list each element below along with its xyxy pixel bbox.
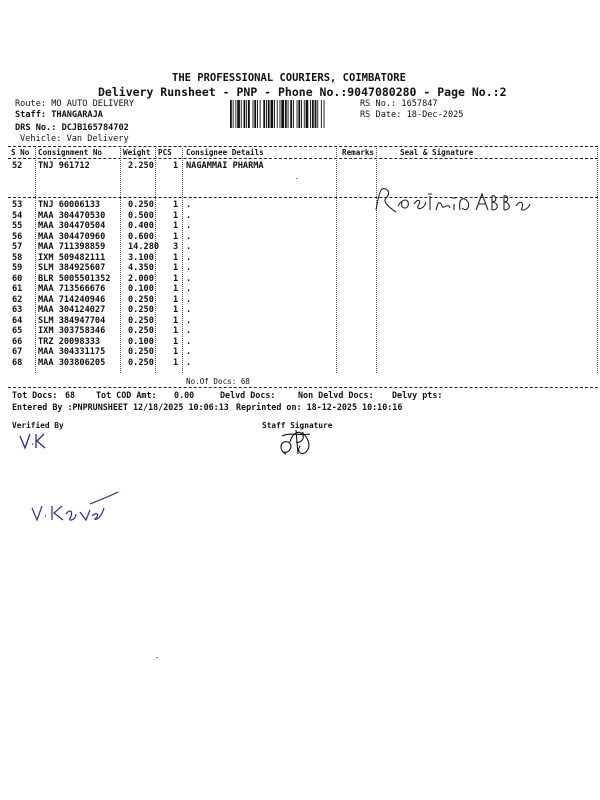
rs-date: RS Date: 18-Dec-2025 [360,110,464,120]
row-consignee: . [186,263,192,273]
col-consignment: Consignment No [38,148,103,157]
row-signature [372,184,537,218]
row-consignment: MAA 303806205 [38,357,106,368]
row-sno: 59 [12,263,23,273]
tot-cod-value: 0.00 [174,390,195,400]
row-weight: 0.100 [128,336,154,347]
barcode-bar [260,100,261,128]
row-consignment: MAA 714240946 [38,294,106,305]
row-consignee: . [186,326,192,336]
row-sno: 60 [12,273,23,284]
route-label: Route: MO AUTO DELIVERY [15,99,134,109]
barcode-bar [298,100,300,128]
company-title: THE PROFESSIONAL COURIERS, COIMBATORE [172,72,406,84]
barcode-bar [324,100,325,128]
row-weight: 0.250 [128,357,154,368]
row-consignment: SLM 384947704 [38,315,106,326]
row-consignment: TNJ 961712 [38,161,90,171]
barcode-bar [233,100,234,128]
no-of-docs: No.Of Docs: 68 [186,377,251,386]
col-seal-signature: Seal & Signature [400,148,474,157]
barcode-bar [304,100,305,128]
row-weight: 0.400 [128,221,154,231]
table-row [0,274,600,285]
row-sno: 52 [12,161,23,171]
row-sno: 62 [12,294,23,305]
table-row [0,284,600,295]
row-sno: 66 [12,336,23,347]
barcode-bar [266,100,267,128]
totals-line [0,390,600,401]
delvd-docs: Delvd Docs: [220,390,276,400]
barcode-bar [293,100,294,128]
non-delvd-docs: Non Delvd Docs: [298,390,374,400]
barcode-bar [248,100,250,128]
row-sno: 68 [12,357,23,368]
barcode-bar [290,100,292,128]
row-consignee: . [186,294,192,305]
row-sno: 58 [12,252,23,263]
barcode-bar [315,100,317,128]
row-pcs: 1 [173,231,179,242]
row-pcs: 1 [173,294,179,305]
row-consignment: MAA 711398859 [38,242,106,252]
row-consignment: IXM 303758346 [38,326,106,336]
barcode-bar [254,100,256,128]
col-pcs: PCS [158,148,172,157]
barcode-bar [285,100,287,128]
tot-docs-label: Tot Docs: [12,390,58,400]
row-consignee: . [186,221,192,231]
row-weight: 14.280 [128,242,160,252]
tot-docs-value: 68 [65,390,76,400]
delvy-pts: Delvy pts: [392,390,443,400]
row-weight: 0.600 [128,231,154,242]
table-row [0,347,600,358]
row-sno: 67 [12,347,23,357]
verified-by-label: Verified By [12,421,64,430]
row-consignment: IXM 509482111 [38,252,106,263]
row-consignee: . [186,305,192,315]
row-pcs: 1 [173,252,179,263]
row-consignee: . [186,315,192,326]
barcode-bar [244,100,246,128]
row-weight: 0.250 [128,326,154,336]
row-weight: 0.250 [128,200,154,210]
barcode-bar [241,100,242,128]
table-row [0,305,600,316]
row-consignee: . [186,357,192,368]
barcode-bar [297,100,298,128]
row-pcs: 1 [173,210,179,221]
table-row [0,161,600,172]
row-consignee: . [186,252,192,263]
row-sno: 53 [12,200,23,210]
row-pcs: 3 [173,242,179,252]
tot-cod-label: Tot COD Amt: [96,390,157,400]
barcode-bar [301,100,302,128]
reprinted-on: Reprinted on: 18-12-2025 10:10:16 [236,402,403,412]
scan-speck [156,657,158,658]
barcode-bar [246,100,247,128]
row-weight: 0.250 [128,294,154,305]
row-weight: 0.250 [128,315,154,326]
barcode-bar [317,100,318,128]
row-consignee: . [186,231,192,242]
barcode [230,100,355,128]
barcode-bar [274,100,275,128]
barcode-bar [257,100,258,128]
row-consignment: TNJ 60006133 [38,200,101,210]
row-pcs: 1 [173,273,179,284]
row-pcs: 1 [173,161,179,171]
row-sno: 63 [12,305,23,315]
row-weight: 0.250 [128,305,154,315]
row-consignee: . [186,210,192,221]
entered-line [0,402,600,413]
row-weight: 0.100 [128,284,154,294]
row-consignment: MAA 304124027 [38,305,106,315]
row-weight: 3.100 [128,252,154,263]
entered-by: Entered By :PNPRUNSHEET 12/18/2025 10:06:13 [12,402,229,412]
row-consignment: MAA 304470530 [38,210,106,221]
row-weight: 4.350 [128,263,154,273]
row-weight: 2.000 [128,273,154,284]
row-consignee: NAGAMMAI PHARMA [186,161,264,171]
row-consignee: . [186,347,192,357]
row-sno: 54 [12,210,23,221]
row-pcs: 1 [173,336,179,347]
col-remarks: Remarks [342,148,375,157]
col-consignee: Consignee Details [186,148,264,157]
row-pcs: 1 [173,284,179,294]
barcode-bar [263,100,265,128]
col-sno: S No [11,148,30,157]
lower-signature [30,486,120,526]
row-consignment: MAA 304331175 [38,347,106,357]
row-consignment: SLM 384925607 [38,263,106,273]
row-pcs: 1 [173,263,179,273]
footer-top-rule [8,387,598,388]
barcode-bar [281,100,284,128]
barcode-bar [277,100,278,128]
header-bottom-rule [8,158,598,159]
col-weight: Weight [123,148,151,157]
verified-initials [18,430,48,452]
runsheet-subtitle: Delivery Runsheet - PNP - Phone No.:9047080280 - Page No.:2 [98,85,507,99]
row-pcs: 1 [173,221,179,231]
table-row [0,337,600,348]
staff-signature-mark [276,424,316,458]
barcode-bar [237,100,240,128]
row-consignee: . [186,336,192,347]
table-row [0,358,600,369]
row-consignment: MAA 304470504 [38,221,106,231]
barcode-bar [310,100,311,128]
row-consignment: MAA 713566676 [38,284,106,294]
table-row [0,326,600,337]
staff-signature-label: Staff Signature [262,421,333,430]
row-pcs: 1 [173,305,179,315]
row-consignee: . [186,242,192,252]
row-sno: 55 [12,221,23,231]
barcode-bar [268,100,270,128]
table-row [0,316,600,327]
staff-label: Staff: THANGARAJA [15,110,103,120]
row-consignee: . [186,273,192,284]
scan-speck [296,178,298,179]
row-consignment: MAA 304470960 [38,231,106,242]
barcode-bar [253,100,254,128]
rs-number: RS No.: 1657847 [360,99,438,109]
table-row [0,221,600,232]
row-sno: 57 [12,242,23,252]
table-row [0,263,600,274]
row-sno: 65 [12,326,23,336]
row-weight: 0.500 [128,210,154,221]
row-consignment: BLR 5005501352 [38,273,111,284]
row-sno: 61 [12,284,23,294]
row-sno: 56 [12,231,23,242]
row-sno: 64 [12,315,23,326]
barcode-bar [271,100,274,128]
table-row [0,242,600,253]
vehicle-label: Vehicle: Van Delivery [20,134,129,144]
barcode-bar [235,100,236,128]
barcode-bar [280,100,281,128]
barcode-bar [230,100,232,128]
row-consignment: TRZ 20098333 [38,336,101,347]
row-pcs: 1 [173,347,179,357]
table-row [0,253,600,264]
barcode-bar [306,100,309,128]
barcode-bar [288,100,289,128]
row-pcs: 1 [173,326,179,336]
table-row [0,295,600,306]
row-weight: 2.250 [128,161,154,171]
row-pcs: 1 [173,315,179,326]
drs-label: DRS No.: DCJB165784702 [15,123,129,133]
row-consignee: . [186,284,192,294]
row-weight: 0.250 [128,347,154,357]
barcode-bar [321,100,322,128]
row-pcs: 1 [173,357,179,368]
row-pcs: 1 [173,200,179,210]
table-row [0,232,600,243]
row-consignee: . [186,200,192,210]
barcode-bar [312,100,314,128]
header-top-rule [8,146,598,147]
